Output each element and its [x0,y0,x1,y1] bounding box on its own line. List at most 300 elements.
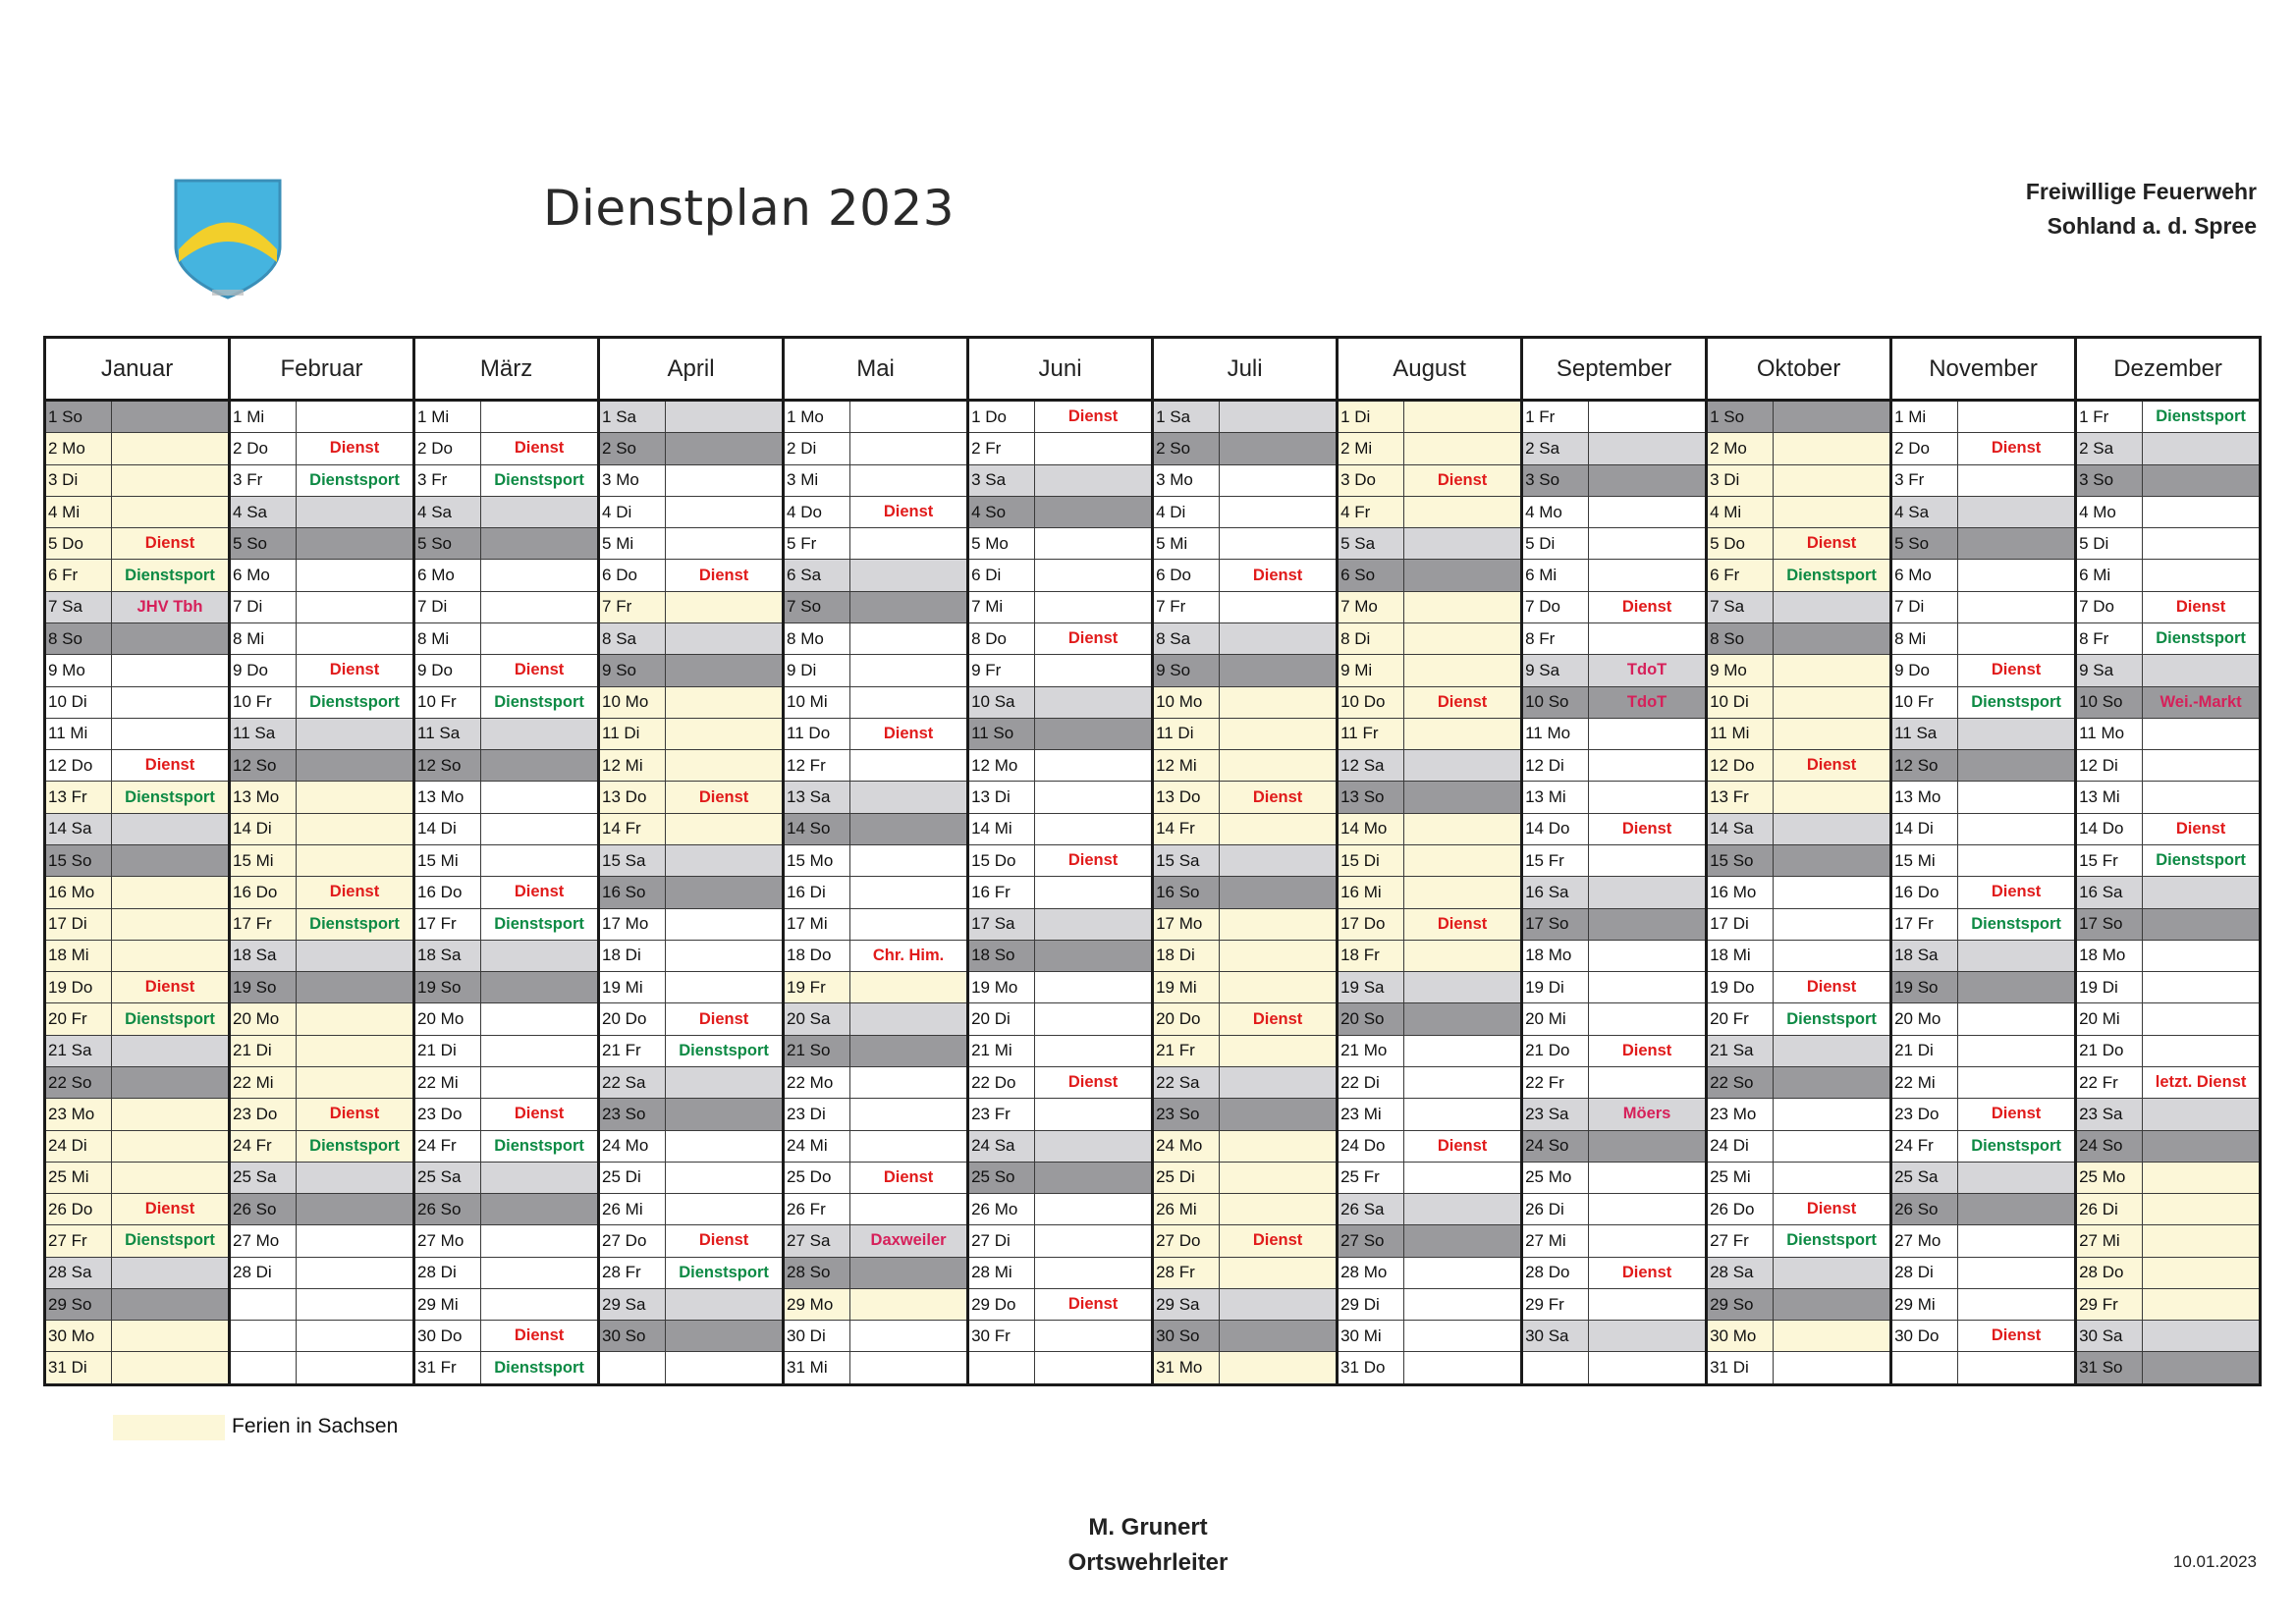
event-cell [850,1130,968,1162]
day-cell: 19 Di [2076,972,2143,1003]
event-cell [481,1225,599,1257]
event-cell [1774,1352,1891,1385]
day-cell: 3 Fr [230,464,297,496]
day-cell: 16 Do [414,877,481,908]
day-cell: 1 Mi [1891,401,1958,433]
day-cell: 3 Di [1707,464,1774,496]
day-cell: 17 Sa [968,908,1035,940]
event-cell [1035,1162,1153,1193]
day-cell: 23 Mo [1707,1099,1774,1130]
event-cell [666,433,784,464]
event-cell [481,496,599,527]
event-cell [112,813,230,844]
event-cell: Dienstsport [112,1225,230,1257]
day-cell: 27 Mi [1522,1225,1589,1257]
day-row [45,1194,2261,1225]
day-cell: 20 Do [1153,1003,1220,1035]
day-cell: 24 Fr [230,1130,297,1162]
day-cell: 23 Sa [2076,1099,2143,1130]
month-header: Januar [45,338,230,401]
day-cell: 22 Mi [414,1066,481,1098]
event-cell: Dienstsport [112,782,230,813]
day-cell: 7 Sa [1707,591,1774,622]
day-cell: 28 Do [2076,1257,2143,1288]
event-cell [1404,1099,1522,1130]
day-cell: 25 Mo [1522,1162,1589,1193]
event-cell: Dienst [481,877,599,908]
day-cell: 22 Sa [1153,1066,1220,1098]
event-cell: Dienst [1589,813,1707,844]
event-cell: Dienstsport [1774,560,1891,591]
day-row [45,433,2261,464]
event-cell [1958,1003,2076,1035]
day-row [45,401,2261,433]
event-cell [1404,844,1522,876]
day-cell: 15 Sa [599,844,666,876]
event-cell [297,528,414,560]
event-cell [1404,1066,1522,1098]
event-cell: Dienst [297,877,414,908]
day-cell: 21 Sa [1707,1035,1774,1066]
event-cell [850,464,968,496]
day-cell: 25 Fr [1338,1162,1404,1193]
day-cell: 29 Mo [784,1288,850,1320]
day-cell: 26 Sa [1338,1194,1404,1225]
day-cell: 22 Sa [599,1066,666,1098]
day-cell: 23 Fr [968,1099,1035,1130]
day-row [45,1035,2261,1066]
event-cell: Dienst [1404,908,1522,940]
event-cell [1958,1035,2076,1066]
day-cell: 29 Sa [1153,1288,1220,1320]
day-cell: 27 Mo [414,1225,481,1257]
event-cell [1404,1225,1522,1257]
event-cell [297,813,414,844]
day-cell: 17 Fr [414,908,481,940]
day-cell: 17 Mi [784,908,850,940]
empty-cell [1035,1352,1153,1385]
day-cell: 16 Mo [1707,877,1774,908]
day-cell: 21 Fr [1153,1035,1220,1066]
event-cell: Dienstsport [2143,623,2261,655]
day-cell: 1 Sa [1153,401,1220,433]
event-cell [297,1035,414,1066]
event-cell [1774,782,1891,813]
event-cell [297,623,414,655]
day-cell: 6 Mo [414,560,481,591]
event-cell [666,813,784,844]
event-cell: Dienst [1958,1099,2076,1130]
event-cell [112,940,230,971]
event-cell [1035,908,1153,940]
day-cell: 28 Sa [45,1257,112,1288]
day-cell: 5 Di [2076,528,2143,560]
day-cell: 11 Do [784,718,850,749]
day-cell: 18 Mo [1522,940,1589,971]
event-cell [850,591,968,622]
event-cell [1035,782,1153,813]
event-cell [1589,528,1707,560]
day-cell: 18 Do [784,940,850,971]
event-cell: Dienst [1035,623,1153,655]
day-cell: 7 Do [1522,591,1589,622]
event-cell [850,844,968,876]
event-cell [1035,940,1153,971]
empty-cell [1522,1352,1589,1385]
event-cell [666,1321,784,1352]
day-row [45,591,2261,622]
day-cell: 5 Do [45,528,112,560]
day-cell: 9 So [1153,655,1220,686]
event-cell [1589,782,1707,813]
event-cell [1774,1099,1891,1130]
day-cell: 4 Di [1153,496,1220,527]
event-cell [1958,718,2076,749]
event-cell: Dienst [1035,1288,1153,1320]
day-row [45,782,2261,813]
day-cell: 7 Di [1891,591,1958,622]
day-cell: 20 Di [968,1003,1035,1035]
day-cell: 9 So [599,655,666,686]
day-cell: 29 So [1707,1288,1774,1320]
event-cell [1220,433,1338,464]
day-cell: 21 Do [2076,1035,2143,1066]
day-cell: 9 Mo [1707,655,1774,686]
day-cell: 12 So [1891,750,1958,782]
day-cell: 8 So [1707,623,1774,655]
day-cell: 10 So [2076,686,2143,718]
day-cell: 17 Fr [1891,908,1958,940]
day-cell: 26 Mi [599,1194,666,1225]
day-cell: 1 So [45,401,112,433]
event-cell [1220,464,1338,496]
day-cell: 1 So [1707,401,1774,433]
day-cell: 9 Do [1891,655,1958,686]
event-cell [1958,1162,2076,1193]
event-cell [1774,496,1891,527]
day-cell: 3 Di [45,464,112,496]
day-cell: 25 Do [784,1162,850,1193]
day-cell: 21 Do [1522,1035,1589,1066]
day-cell: 25 Mi [1707,1162,1774,1193]
day-cell: 15 Mo [784,844,850,876]
day-cell: 2 Mo [1707,433,1774,464]
day-cell: 18 Sa [414,940,481,971]
event-cell [2143,1130,2261,1162]
day-cell: 11 Di [1153,718,1220,749]
day-cell: 4 Sa [414,496,481,527]
event-cell [2143,1099,2261,1130]
event-cell [481,1066,599,1098]
day-cell: 23 Mi [1338,1099,1404,1130]
day-cell: 14 Sa [1707,813,1774,844]
event-cell [2143,1225,2261,1257]
day-cell: 13 Fr [45,782,112,813]
day-cell: 16 Mo [45,877,112,908]
event-cell [850,1066,968,1098]
event-cell: Dienst [1774,750,1891,782]
day-cell: 1 Mi [414,401,481,433]
day-cell: 10 So [1522,686,1589,718]
event-cell [1774,401,1891,433]
event-cell [1774,1162,1891,1193]
day-cell: 14 Mo [1338,813,1404,844]
event-cell [297,972,414,1003]
event-cell [1035,686,1153,718]
day-cell: 21 Sa [45,1035,112,1066]
event-cell [112,1162,230,1193]
event-cell [1774,1288,1891,1320]
empty-cell [230,1288,297,1320]
day-row [45,1162,2261,1193]
day-cell: 1 Fr [2076,401,2143,433]
empty-cell [1958,1352,2076,1385]
event-cell [1220,655,1338,686]
day-cell: 6 Fr [45,560,112,591]
event-cell: Dienstsport [1958,908,2076,940]
event-cell [481,623,599,655]
event-cell: Chr. Him. [850,940,968,971]
day-cell: 18 Fr [1338,940,1404,971]
event-cell [1035,877,1153,908]
day-cell: 5 Di [1522,528,1589,560]
day-cell: 13 Mo [414,782,481,813]
day-row [45,464,2261,496]
day-cell: 8 So [45,623,112,655]
day-cell: 9 Fr [968,655,1035,686]
event-cell [1035,1035,1153,1066]
day-cell: 19 So [1891,972,1958,1003]
day-cell: 30 So [599,1321,666,1352]
event-cell [112,908,230,940]
event-cell [112,686,230,718]
day-cell: 11 Mi [45,718,112,749]
day-cell: 23 Mo [45,1099,112,1130]
day-cell: 6 Mo [1891,560,1958,591]
event-cell [1404,591,1522,622]
event-cell [112,1130,230,1162]
day-cell: 10 Mo [599,686,666,718]
day-cell: 14 Fr [599,813,666,844]
event-cell [1220,496,1338,527]
event-cell [1958,1288,2076,1320]
day-row [45,528,2261,560]
event-cell [1035,813,1153,844]
event-cell [1589,1288,1707,1320]
day-cell: 9 Mi [1338,655,1404,686]
day-cell: 10 Mi [784,686,850,718]
event-cell [1774,1130,1891,1162]
event-cell [1589,718,1707,749]
event-cell [1220,1257,1338,1288]
day-cell: 25 Mi [45,1162,112,1193]
day-cell: 10 Di [45,686,112,718]
day-cell: 30 Sa [1522,1321,1589,1352]
day-row [45,877,2261,908]
day-row [45,686,2261,718]
day-cell: 8 Sa [1153,623,1220,655]
event-cell [1774,623,1891,655]
event-cell [297,560,414,591]
day-cell: 23 Do [230,1099,297,1130]
day-cell: 22 Do [968,1066,1035,1098]
day-cell: 17 So [1522,908,1589,940]
day-cell: 13 Do [599,782,666,813]
day-cell: 22 So [1707,1066,1774,1098]
day-cell: 16 So [599,877,666,908]
event-cell: Dienst [297,1099,414,1130]
day-cell: 11 Sa [1891,718,1958,749]
day-cell: 4 Do [784,496,850,527]
day-cell: 17 Mo [1153,908,1220,940]
day-cell: 24 Fr [414,1130,481,1162]
event-cell [850,1003,968,1035]
day-cell: 27 Do [599,1225,666,1257]
day-cell: 30 Do [1891,1321,1958,1352]
event-cell [2143,1003,2261,1035]
event-cell [1774,877,1891,908]
day-cell: 27 So [1338,1225,1404,1257]
event-cell [1035,655,1153,686]
day-cell: 2 Sa [1522,433,1589,464]
day-cell: 24 Do [1338,1130,1404,1162]
duty-calendar-table [43,336,2262,1386]
event-cell [1958,1257,2076,1288]
event-cell [1958,940,2076,971]
event-cell [1220,686,1338,718]
day-cell: 20 So [1338,1003,1404,1035]
event-cell: Dienstsport [2143,844,2261,876]
event-cell [297,782,414,813]
event-cell: Dienst [1589,1035,1707,1066]
day-cell: 17 Di [1707,908,1774,940]
event-cell [481,972,599,1003]
day-cell: 14 Mi [968,813,1035,844]
day-cell: 3 Fr [414,464,481,496]
day-cell: 19 Fr [784,972,850,1003]
event-cell [1220,1035,1338,1066]
event-cell [666,972,784,1003]
event-cell [1220,1162,1338,1193]
event-cell: Dienst [481,433,599,464]
day-cell: 12 So [230,750,297,782]
day-row [45,908,2261,940]
event-cell [297,496,414,527]
day-row [45,718,2261,749]
event-cell [1035,1130,1153,1162]
day-cell: 28 Di [230,1257,297,1288]
day-cell: 23 So [1153,1099,1220,1130]
day-cell: 8 Sa [599,623,666,655]
day-cell: 7 Mi [968,591,1035,622]
event-cell [297,1194,414,1225]
event-cell [1220,1066,1338,1098]
event-cell: Dienstsport [112,560,230,591]
event-cell [1404,1321,1522,1352]
event-cell [297,1225,414,1257]
event-cell [1774,718,1891,749]
event-cell [2143,1194,2261,1225]
event-cell [297,1003,414,1035]
day-cell: 25 Sa [230,1162,297,1193]
event-cell [2143,496,2261,527]
day-cell: 12 Mi [599,750,666,782]
event-cell: Dienst [1035,1066,1153,1098]
day-cell: 4 Mi [1707,496,1774,527]
empty-cell [230,1321,297,1352]
event-cell [112,718,230,749]
day-cell: 25 Mo [2076,1162,2143,1193]
event-cell [1958,496,2076,527]
event-cell [1404,1257,1522,1288]
event-cell [2143,464,2261,496]
empty-cell [297,1321,414,1352]
event-cell [1958,623,2076,655]
event-cell: Dienst [850,496,968,527]
day-cell: 21 Mi [968,1035,1035,1066]
day-cell: 1 Mi [230,401,297,433]
event-cell [481,1035,599,1066]
day-cell: 15 Fr [1522,844,1589,876]
event-cell [1220,844,1338,876]
day-cell: 20 Mo [414,1003,481,1035]
event-cell [2143,972,2261,1003]
event-cell [1774,1257,1891,1288]
event-cell [1589,1066,1707,1098]
event-cell [1589,496,1707,527]
event-cell [1035,528,1153,560]
event-cell [2143,877,2261,908]
event-cell: Dienst [112,1194,230,1225]
day-cell: 13 Fr [1707,782,1774,813]
day-cell: 14 Do [1522,813,1589,844]
event-cell [666,908,784,940]
event-cell [666,844,784,876]
day-cell: 28 Di [414,1257,481,1288]
event-cell [666,591,784,622]
day-cell: 24 Di [45,1130,112,1162]
event-cell [297,940,414,971]
day-cell: 23 Sa [1522,1099,1589,1130]
event-cell [1220,877,1338,908]
day-cell: 22 Di [1338,1066,1404,1098]
day-cell: 25 So [968,1162,1035,1193]
day-cell: 19 Mi [599,972,666,1003]
day-cell: 31 So [2076,1352,2143,1385]
day-cell: 28 Di [1891,1257,1958,1288]
event-cell [481,1288,599,1320]
event-cell [1404,1352,1522,1385]
event-cell [112,401,230,433]
day-cell: 1 Di [1338,401,1404,433]
day-row [45,1003,2261,1035]
event-cell [1404,972,1522,1003]
event-cell [2143,718,2261,749]
day-row [45,560,2261,591]
event-cell: Dienst [112,750,230,782]
day-cell: 12 So [414,750,481,782]
day-cell: 31 Di [1707,1352,1774,1385]
event-cell: Dienstsport [481,686,599,718]
day-cell: 19 Do [1707,972,1774,1003]
event-cell [1220,1099,1338,1130]
day-cell: 5 Do [1707,528,1774,560]
event-cell [1035,591,1153,622]
day-cell: 26 Do [1707,1194,1774,1225]
day-row [45,1352,2261,1385]
month-header: Mai [784,338,968,401]
event-cell [666,464,784,496]
